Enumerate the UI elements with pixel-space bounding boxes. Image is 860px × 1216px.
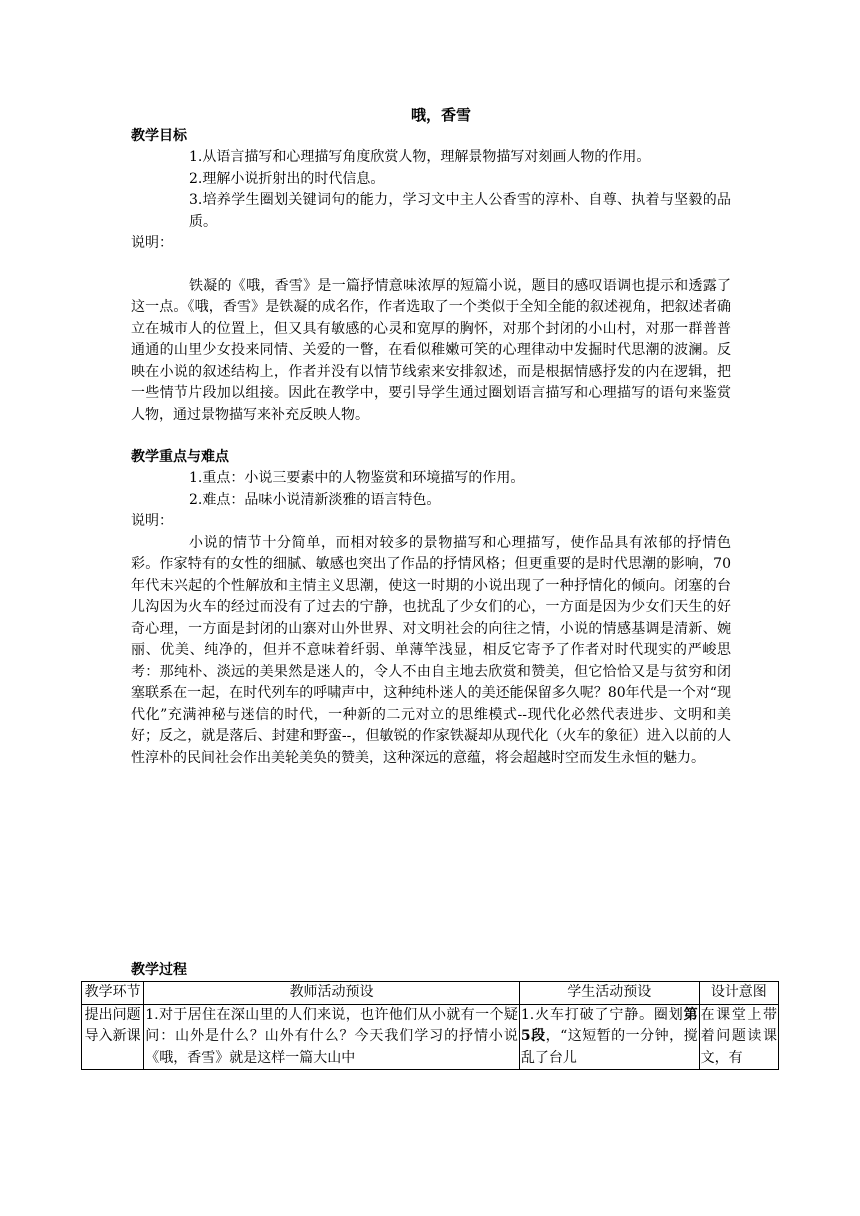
table-row [82,1004,779,1069]
key-points-note-label: 说明： [131,513,173,529]
objectives-note-text: 铁凝的《哦，香雪》是一篇抒情意味浓厚的短篇小说，题目的感叹语调也提示和透露了这一点。《哦，香雪》是铁凝的成名作，作者选取了一个类似于全知全能的叙述视角，把叙述者确立在城市人的位置上，但又具有敏感的心灵和宽厚的胸怀，对那个封闭的小山村，对那一群普普通通的山里少女投来同情、关爱的一瞥，在看似稚嫩可笑的心理律动中发掘时代思潮的波澜。反映在小说的叙述结构上，作者并没有以情节线索来安排叙述，而是根据情感抒发的内在逻辑，把一些情节片段加以组接。因此在教学中，要引导学生通过圈划语言描写和心理描写的语句来鉴赏人物，通过景物描写来补充反映人物。 [131,277,731,423]
emphasis-text: 第5段 [520,1006,698,1044]
column-header-student: 学生活动预设 [519,982,699,1005]
objective-item: 3.培养学生圈划关键词句的能力，学习文中主人公香雪的淳朴、自尊、执着与坚毅的品质。 [189,192,731,230]
key-points-note-text: 小说的情节十分简单，而相对较多的景物描写和心理描写，使作品具有浓郁的抒情色彩。作家特有的女性的细腻、敏感也突出了作品的抒情风格；但更重要的是时代思潮的影响，70年代末兴起的个性解放和主情主义思潮，使这一时期的小说出现了一种抒情化的倾向。闭塞的台儿沟因为火车的经过而没有了过去的宁静，也扰乱了少女们的心，一方面是因为少女们天生的好奇心理，一方面是封闭的山寨对山外世界、对文明社会的向往之情，小说的情感基调是清新、婉丽、优美、纯净的，但并不意味着纤弱、单薄竿浅显，相反它寄予了作者对时代现实的严峻思考：那纯朴、淡远的美果然是迷人的，令人不由自主地去欣赏和赞美，但它恰恰又是与贫穷和闭塞联系在一起，在时代列车的呼啸声中，这种纯朴迷人的美还能保留多久呢？80年代是一个对“现代化”充满神秘与迷信的时代，一种新的二元对立的思维模式--现代化必然代表进步、文明和美好；反之，就是落后、封建和野蛮--，但敏锐的作家铁凝却从现代化（火车的象征）进入以前的人性淳朴的民间社会作出美轮美奂的赞美，这种深远的意蕴，将会超越时空而发生永恒的魅力。 [131,534,731,766]
document-page [131,104,731,769]
design-intent-cell: 在课堂上带着问题读课文，有 [700,1006,777,1066]
key-point-item: 2.难点：品味小说清新淡雅的语言特色。 [189,491,441,508]
objectives-heading: 教学目标 [131,128,187,144]
student-activity-cell: 1.火车打破了宁静。圈划第5段，“这短暂的一分钟，搅乱了台儿 [520,1006,698,1066]
key-point-item: 1.重点：小说三要素中的人物鉴赏和环境描写的作用。 [189,470,525,486]
stage-cell: 提出问题导入新课 [84,1006,141,1044]
table-header-row [82,982,779,1005]
objective-item: 2.理解小说折射出的时代信息。 [189,170,385,187]
objectives-note-label: 说明： [131,235,173,251]
column-header-stage: 教学环节 [82,982,144,1005]
process-heading: 教学过程 [131,962,187,978]
process-table [81,981,779,1070]
document-title: 哦，香雪 [410,106,471,124]
key-points-heading: 教学重点与难点 [131,449,229,465]
teacher-activity-cell: 1.对于居住在深山里的人们来说，也许他们从小就有一个疑问：山外是什么？山外有什么？今天我们学习的抒情小说《哦，香雪》就是这样一篇大山中 [145,1006,518,1066]
column-header-intent: 设计意图 [699,982,778,1005]
objective-item: 1.从语言描写和心理描写角度欣赏人物，理解景物描写对刻画人物的作用。 [189,149,651,165]
column-header-teacher: 教师活动预设 [144,982,520,1005]
